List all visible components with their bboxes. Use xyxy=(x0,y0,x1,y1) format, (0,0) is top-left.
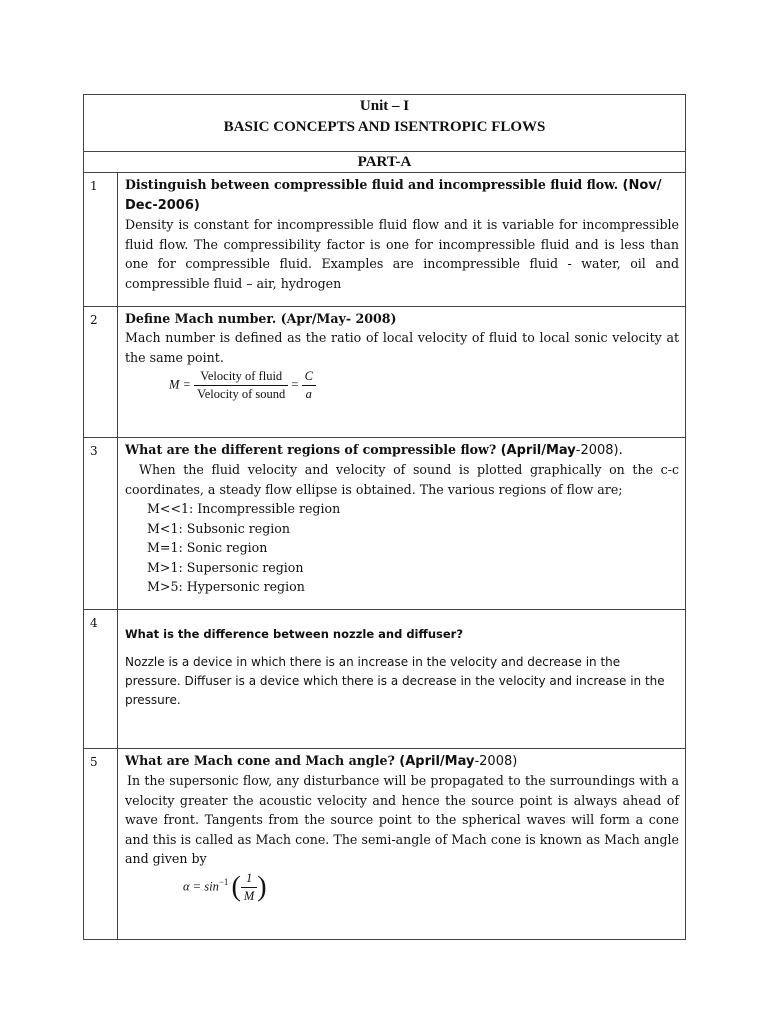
row-number: 5 xyxy=(84,749,118,940)
mach-number-formula xyxy=(169,369,679,402)
question-source-year: -2008) xyxy=(474,754,518,769)
question-text xyxy=(125,440,679,460)
question-bank-table xyxy=(83,94,686,940)
question-text: What is the difference between nozzle and diffuser? xyxy=(125,627,463,641)
formula-denominator: M xyxy=(243,888,255,903)
row-content xyxy=(118,438,686,610)
title-row xyxy=(84,95,686,152)
formula-lhs: M = xyxy=(169,377,191,392)
question-text: Define Mach number. (Apr/May- 2008) xyxy=(125,311,397,326)
question-source: (Nov/ Dec-2006) xyxy=(125,178,662,213)
formula-fraction xyxy=(194,369,288,402)
unit-heading: BASIC CONCEPTS AND ISENTROPIC FLOWS xyxy=(223,119,546,135)
table-row xyxy=(84,438,686,610)
part-label: PART-A xyxy=(84,152,686,173)
paren-left: ( xyxy=(231,871,241,902)
formula-fraction xyxy=(241,871,257,904)
row-number: 4 xyxy=(84,610,118,749)
question-text xyxy=(125,751,679,771)
question-label: What are the different regions of compressible flow? xyxy=(125,442,497,457)
row-content xyxy=(118,307,686,438)
answer-text: When the fluid velocity and velocity of sound is plotted graphically on the c-c coordinates, a steady flow ellipse is obtained. The various regions of flow are; xyxy=(125,462,680,497)
question-source-year: -2008). xyxy=(575,443,623,458)
formula-numerator-2: C xyxy=(302,369,316,386)
table-row xyxy=(84,173,686,307)
answer-text: Nozzle is a device in which there is an increase in the velocity and decrease in the pressure. Diffuser is a device which there is a decrease in the velocity and increase in the pressure. xyxy=(125,655,665,707)
table-row xyxy=(84,610,686,749)
row-content xyxy=(118,610,686,749)
mach-angle-formula xyxy=(183,871,679,904)
formula-exponent: −1 xyxy=(218,876,229,887)
answer-text: In the supersonic flow, any disturbance will be propagated to the surroundings with a velocity greater the acoustic velocity and hence the source point is always ahead of wave front. Tangents from the source point to the spherical waves will form a cone and this is called as Mach cone. The semi-angle of Mach cone is known as Mach angle and given by xyxy=(125,773,680,866)
table-row xyxy=(84,307,686,438)
row-content xyxy=(118,173,686,307)
list-item: M>1: Supersonic region xyxy=(147,559,304,575)
row-number: 1 xyxy=(84,173,118,307)
formula-numerator: Velocity of fluid xyxy=(194,369,288,386)
question-label: What are Mach cone and Mach angle? xyxy=(125,753,395,768)
question-source: (April/May xyxy=(399,754,475,769)
part-row xyxy=(84,152,686,173)
list-item: M=1: Sonic region xyxy=(147,540,268,555)
list-item: M<<1: Incompressible region xyxy=(147,501,341,516)
answer-text: Density is constant for incompressible fluid flow and it is variable for incompressible fluid flow. The compressibility factor is one for incompressible fluid and is less than one for compressible fluid. Examples are incompressible fluid - water, oil and compressible fluid – air, hydrogen xyxy=(125,217,680,291)
formula-denominator-2: a xyxy=(305,387,312,401)
formula-equals: = xyxy=(291,377,299,392)
list-item: M<1: Subsonic region xyxy=(147,520,291,536)
question-source: (April/May xyxy=(500,443,576,458)
row-number: 3 xyxy=(84,438,118,610)
answer-text: Mach number is defined as the ratio of local velocity of fluid to local sonic velocity at the same point. xyxy=(125,330,680,365)
formula-fraction-2 xyxy=(302,369,316,402)
question-text xyxy=(125,175,679,215)
row-content xyxy=(118,749,686,940)
unit-label: Unit – I xyxy=(359,98,410,114)
formula-lhs: α = sin xyxy=(183,878,219,893)
table-row xyxy=(84,749,686,940)
paren-right: ) xyxy=(257,871,267,902)
row-number: 2 xyxy=(84,307,118,438)
formula-denominator: Velocity of sound xyxy=(197,387,286,401)
question-label: Distinguish between compressible fluid and incompressible fluid flow. xyxy=(125,177,619,192)
formula-numerator: 1 xyxy=(241,871,257,888)
title-cell xyxy=(84,95,686,152)
list-item: M>5: Hypersonic region xyxy=(147,579,305,594)
